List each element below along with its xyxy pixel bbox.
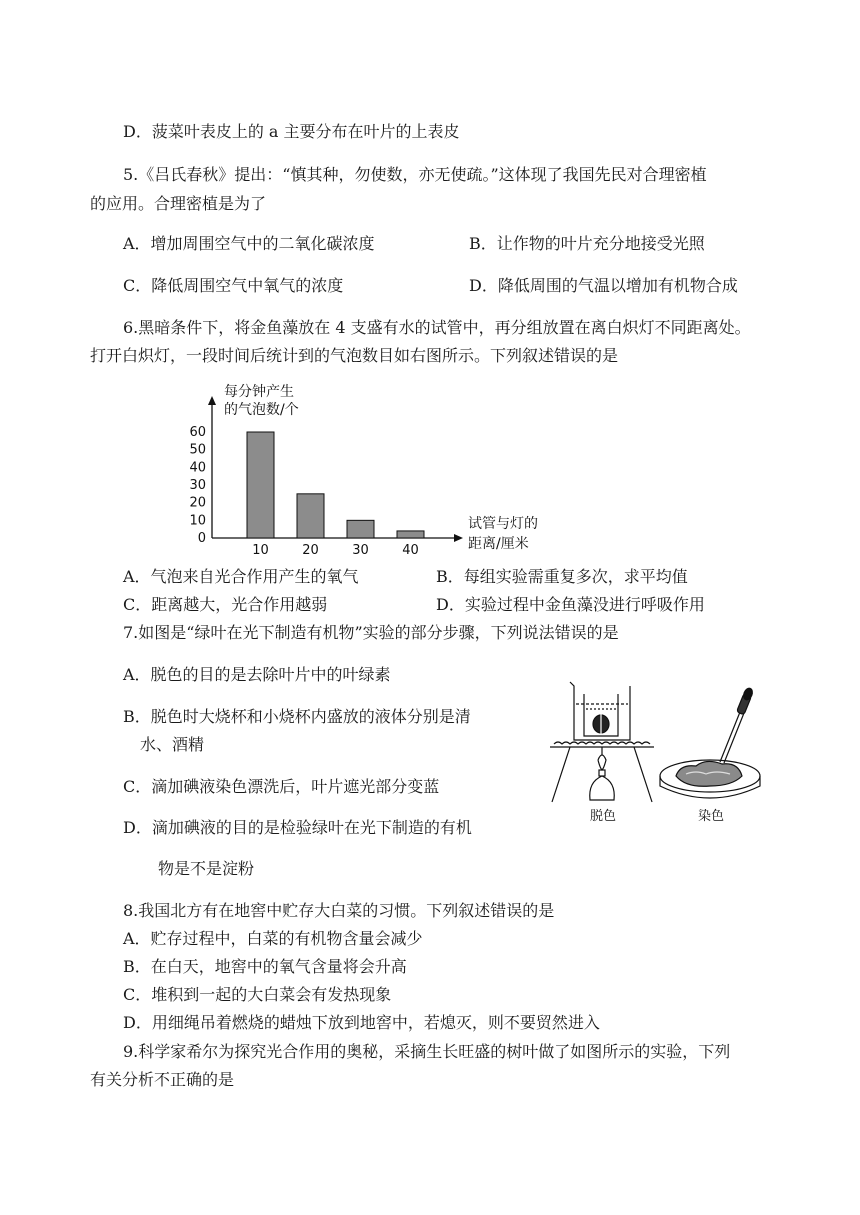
q9-stem-line1: 9.科学家希尔为探究光合作用的奥秘，采摘生长旺盛的树叶做了如图所示的实验，下列: [123, 1042, 731, 1061]
q5-option-a: A．增加周围空气中的二氧化碳浓度: [123, 234, 375, 253]
q8-option-b: B．在白天，地窖中的氧气含量将会升高: [123, 957, 407, 976]
bar-20: [297, 494, 324, 538]
x-tick-label-30: 30: [352, 543, 369, 558]
y-axis-label-line1: 每分钟产生: [224, 384, 294, 400]
y-axis-arrow-icon: [208, 396, 216, 405]
q5-option-b: B．让作物的叶片充分地接受光照: [469, 234, 705, 253]
q6-option-d: D．实验过程中金鱼藻没进行呼吸作用: [436, 595, 705, 614]
y-tick-label: 10: [189, 513, 206, 529]
y-tick-label: 40: [189, 460, 206, 476]
bar-40: [397, 531, 424, 538]
q8-option-a: A．贮存过程中，白菜的有机物含量会减少: [123, 929, 423, 948]
bar-30: [347, 520, 374, 538]
y-axis-label-line2: 的气泡数/个: [224, 402, 299, 418]
q6-option-c: C．距离越大，光合作用越弱: [123, 595, 328, 614]
q5-option-d: D．降低周围的气温以增加有机物合成: [469, 276, 738, 295]
y-tick-label: 30: [189, 478, 206, 493]
q9-stem-line2: 有关分析不正确的是: [90, 1070, 235, 1089]
q5-option-c: C．降低周围空气中氧气的浓度: [123, 276, 344, 295]
x-axis-label-line2: 距离/厘米: [468, 536, 529, 552]
q6-stem-line2: 打开白炽灯，一段时间后统计到的气泡数目如右图所示。下列叙述错误的是: [90, 346, 619, 365]
q8-option-d: D．用细绳吊着燃烧的蜡烛下放到地窖中，若熄灭，则不要贸然进入: [123, 1013, 600, 1032]
q7-stem: 7.如图是“绿叶在光下制造有机物”实验的部分步骤，下列说法错误的是: [123, 623, 619, 642]
q7-option-d-line2: 物是不是淀粉: [158, 859, 255, 878]
leaf-experiment-illustration: [546, 676, 776, 824]
q7-option-d-line1: D．滴加碘液的目的是检验绿叶在光下制造的有机: [123, 818, 472, 837]
staining-label: 染色: [698, 809, 725, 824]
q4-option-d: D．菠菜叶表皮上的 a 主要分布在叶片的上表皮: [123, 122, 460, 141]
x-tick-label-20: 20: [302, 543, 319, 558]
q5-stem-line1: 5.《吕氏春秋》提出：“慎其种，勿使数，亦无使疏。”这体现了我国先民对合理密植: [123, 165, 707, 184]
q7-option-b-line1: B．脱色时大烧杯和小烧杯内盛放的液体分别是清: [123, 707, 471, 726]
q6-option-b: B．每组实验需重复多次，求平均值: [436, 567, 688, 586]
x-tick-label-10: 10: [252, 543, 269, 558]
x-tick-label-40: 40: [402, 543, 419, 558]
q7-option-b-line2: 水、酒精: [140, 735, 205, 754]
x-axis-label-line1: 试管与灯的: [468, 516, 538, 532]
x-axis-arrow-icon: [454, 534, 463, 542]
q7-option-c: C．滴加碘液染色漂洗后，叶片遮光部分变蓝: [123, 777, 440, 796]
q6-stem-line1: 6.黑暗条件下，将金鱼藻放在 4 支盛有水的试管中，再分组放置在离白炽灯不同距离处。: [123, 318, 751, 337]
q8-option-c: C．堆积到一起的大白菜会有发热现象: [123, 985, 392, 1004]
bar-10: [247, 432, 274, 538]
bubble-count-bar-chart: [180, 382, 580, 562]
y-tick-label: 50: [189, 442, 206, 458]
y-tick-label: 20: [189, 495, 206, 511]
y-tick-label: 0: [197, 531, 206, 546]
y-tick-label: 60: [189, 425, 206, 440]
q6-option-a: A．气泡来自光合作用产生的氧气: [123, 567, 359, 586]
decolorize-label: 脱色: [590, 809, 617, 824]
q8-stem: 8.我国北方有在地窖中贮存大白菜的习惯。下列叙述错误的是: [123, 901, 555, 920]
staining-apparatus: [660, 687, 760, 798]
q7-option-a: A．脱色的目的是去除叶片中的叶绿素: [123, 665, 391, 684]
decolorize-apparatus: [550, 682, 654, 802]
q5-stem-line2: 的应用。合理密植是为了: [90, 194, 267, 213]
